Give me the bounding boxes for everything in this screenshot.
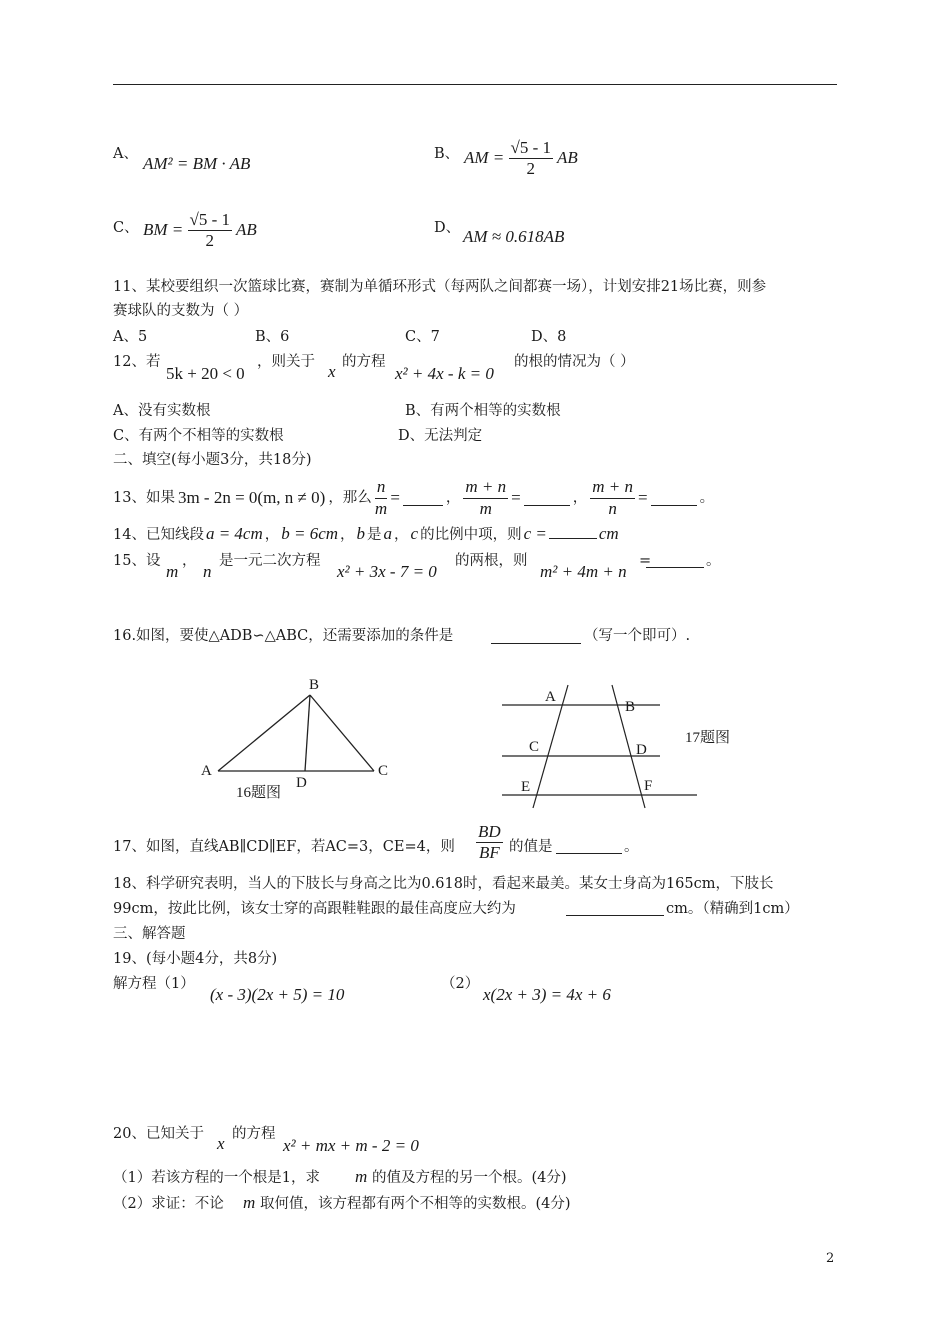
q15-mid: 是一元二次方程 <box>219 553 321 569</box>
header-rule <box>113 84 837 85</box>
q20-part1b: 的值及方程的另一个根。(4分) <box>372 1170 567 1186</box>
q14-blank <box>549 524 597 539</box>
q10-option-c-label: C、 <box>113 220 139 236</box>
page-number: 2 <box>826 1251 835 1266</box>
fig17-label-e: E <box>521 779 531 795</box>
fig17-label-f: F <box>644 778 653 794</box>
q15-equation: x² + 3x - 7 = 0 <box>337 562 437 581</box>
q11-option-d: D、8 <box>531 329 567 345</box>
fig17-label-a: A <box>545 689 556 705</box>
q18-line2a: 99cm，按此比例，该女士穿的高跟鞋鞋跟的最佳高度应大约为 <box>113 901 516 917</box>
q11-option-c: C、7 <box>405 329 440 345</box>
q17-suffix: 的值是 <box>509 839 553 855</box>
fig17-caption: 17题图 <box>685 730 731 746</box>
fig16-caption: 16题图 <box>236 785 282 801</box>
q20-part2-m: m <box>243 1193 256 1212</box>
fig16-label-c: C <box>378 763 389 779</box>
q10-option-a-label: A、 <box>113 146 138 162</box>
q13-blank-3 <box>651 491 697 506</box>
section-solve-heading: 三、解答题 <box>113 926 186 942</box>
q18-blank <box>566 901 664 916</box>
q17-fraction: $\frac{BD}{BF}$ <box>478 822 501 863</box>
q12-condition: 5k + 20 < 0 <box>166 364 245 383</box>
q19-header: 19、(每小题4分，共8分) <box>113 951 278 967</box>
fig16-label-d: D <box>296 775 307 791</box>
q18-line2b: cm。（精确到1cm） <box>666 901 799 917</box>
q15-prefix: 15、设 <box>113 553 161 569</box>
q13-row: 13、如果 3m - 2n = 0(m, n ≠ 0) ，那么 $\frac{n}{m}$ = ， $\frac{m + n}{m}$ = ， $\frac{m + n}{n}$ = 。 <box>113 477 715 518</box>
q20-part2a: （2）求证：不论 <box>113 1196 224 1212</box>
q12-option-a: A、没有实数根 <box>113 403 211 419</box>
q15-blank <box>646 553 704 568</box>
q19-label-2: （2） <box>441 976 480 992</box>
q10-option-d-label: D、 <box>434 220 461 236</box>
q10-option-b-label: B、 <box>434 146 460 162</box>
q15-mid2: 的两根，则 <box>455 553 528 569</box>
q16-blank <box>491 629 581 644</box>
q20-var: x <box>217 1134 225 1153</box>
q10-option-d-expr: AM ≈ 0.618AB <box>463 227 565 246</box>
q15-expression: m² + 4m + n <box>540 562 627 581</box>
q10-option-a-expr: AM² = BM · AB <box>143 154 251 173</box>
q15-n: n <box>203 562 212 581</box>
q12-option-b: B、有两个相等的实数根 <box>405 403 561 419</box>
q11-line2: 赛球队的支数为（ ） <box>113 303 249 319</box>
q20-equation: x² + mx + m - 2 = 0 <box>283 1136 419 1155</box>
q10-option-c-expr: BM = $\frac{√5 - 1}{2}$ AB <box>143 210 257 251</box>
q20-part2b: 取何值，该方程都有两个不相等的实数根。(4分) <box>260 1196 571 1212</box>
q19-equation-1: (x - 3)(2x + 5) = 10 <box>210 985 345 1004</box>
q11-option-b: B、6 <box>255 329 290 345</box>
q15-m: m <box>166 562 179 581</box>
q13-fraction-3: $\frac{m + n}{n}$ <box>592 477 633 518</box>
q19-equation-2: x(2x + 3) = 4x + 6 <box>483 985 611 1004</box>
q13-fraction-2: $\frac{m + n}{m}$ <box>465 477 507 518</box>
q18-line1: 18、科学研究表明，当人的下肢长与身高之比为0.618时，看起来最美。某女士身高为165cm，下肢长 <box>113 876 774 892</box>
q12-suffix: 的根的情况为（ ） <box>514 354 635 370</box>
q20-mid: 的方程 <box>232 1126 276 1142</box>
q20-part1a: （1）若该方程的一个根是1，求 <box>113 1170 320 1186</box>
q16-tail: （写一个即可）. <box>584 628 691 644</box>
q12-mid: ，则关于 <box>257 354 315 370</box>
q13-blank-2 <box>524 491 570 506</box>
q12-mid2: 的方程 <box>342 354 386 370</box>
q13-condition: 3m - 2n = 0(m, n ≠ 0) <box>177 488 326 508</box>
q12-prefix: 12、若 <box>113 354 161 370</box>
q13-fraction-1: $\frac{n}{m}$ <box>374 477 388 518</box>
q12-option-c: C、有两个不相等的实数根 <box>113 428 284 444</box>
fig16-label-a: A <box>201 763 212 779</box>
fig17-label-d: D <box>636 742 647 758</box>
q19-prefix: 解方程（1） <box>113 976 195 992</box>
section-fill-in-heading: 二、填空(每小题3分，共18分) <box>113 452 312 468</box>
q11-line1: 11、某校要组织一次篮球比赛，赛制为单循环形式（每两队之间都赛一场），计划安排21场比赛，则参 <box>113 279 767 295</box>
q12-equation: x² + 4x - k = 0 <box>395 364 494 383</box>
q10-option-b-expr: AM = $\frac{√5 - 1}{2}$ AB <box>464 138 578 179</box>
q20-prefix: 20、已知关于 <box>113 1126 204 1142</box>
fig17-label-c: C <box>529 739 540 755</box>
figure-17-parallel-lines <box>490 675 750 815</box>
q14-row: 14、已知线段 a = 4cm ， b = 6cm ， b 是 a ， c 的比例中项，则 c = cm <box>113 524 619 543</box>
q12-option-d: D、无法判定 <box>398 428 483 444</box>
q11-option-a: A、5 <box>113 329 148 345</box>
q20-part1-m: m <box>355 1167 368 1186</box>
q13-blank-1 <box>403 491 443 506</box>
q16-text: 16.如图，要使△ADB∽△ABC，还需要添加的条件是 <box>113 628 454 644</box>
fig16-label-b: B <box>309 677 320 693</box>
fig17-label-b: B <box>625 699 636 715</box>
q17-blank <box>556 839 622 854</box>
q12-var: x <box>328 362 336 381</box>
figure-16-triangle <box>190 670 410 810</box>
q17-prefix: 17、如图，直线AB∥CD∥EF，若AC=3，CE=4，则 <box>113 839 455 855</box>
